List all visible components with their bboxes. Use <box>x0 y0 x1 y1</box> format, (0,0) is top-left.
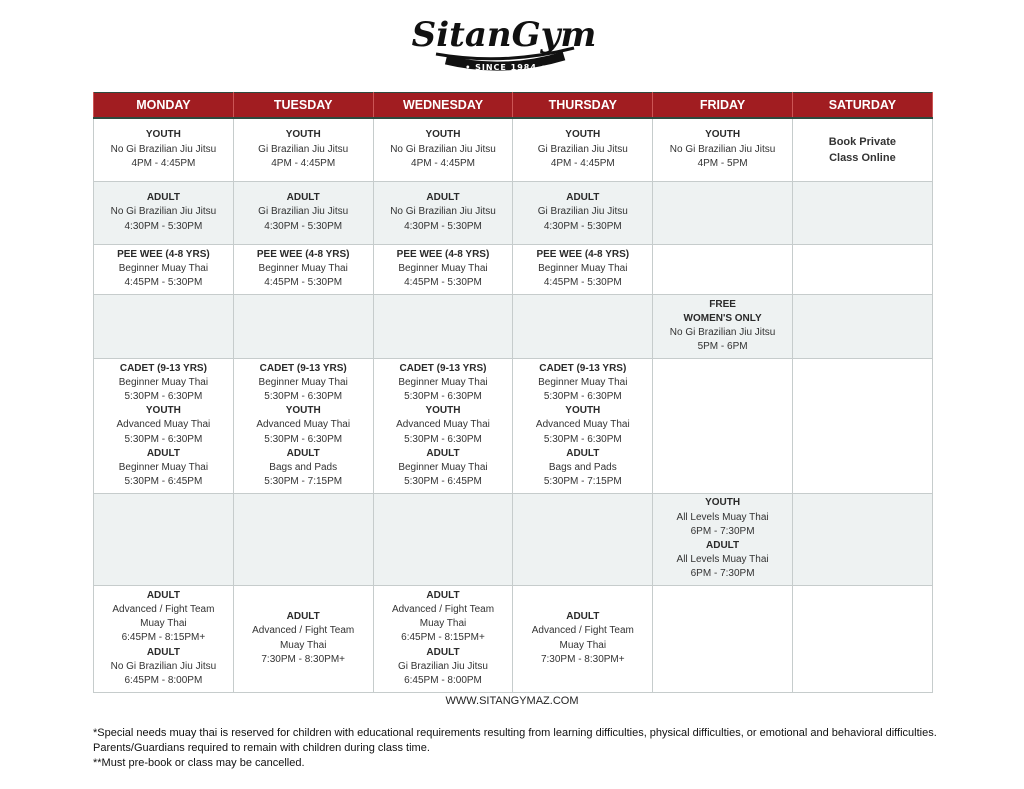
day-header: WEDNESDAY <box>373 93 513 119</box>
schedule-row <box>94 585 933 692</box>
class-detail: 7:30PM - 8:30PM+ <box>540 653 625 665</box>
class-detail: Gi Brazilian Jiu Jitsu <box>397 660 488 672</box>
class-detail: Gi Brazilian Jiu Jitsu <box>258 206 349 218</box>
schedule-cell <box>233 181 373 244</box>
class-detail: No Gi Brazilian Jiu Jitsu <box>390 143 496 155</box>
schedule-cell <box>94 585 234 692</box>
schedule-cell <box>233 358 373 493</box>
website-url[interactable]: WWW.SITANGYMAZ.COM <box>445 695 579 707</box>
schedule-cell <box>792 118 932 181</box>
class-detail: Advanced / Fight Team <box>391 603 495 615</box>
class-detail: Advanced Muay Thai <box>256 419 351 431</box>
class-detail: No Gi Brazilian Jiu Jitsu <box>669 143 776 155</box>
class-group-label: ADULT <box>706 540 740 551</box>
class-detail: All Levels Muay Thai <box>676 511 769 523</box>
svg-text:SitanGym: SitanGym <box>411 15 597 55</box>
class-detail: Bags and Pads <box>548 462 617 473</box>
class-detail: 5:30PM - 6:30PM <box>404 433 482 445</box>
class-detail: No Gi Brazilian Jiu Jitsu <box>669 327 776 338</box>
schedule-cell <box>373 585 513 692</box>
class-group-label: YOUTH <box>425 129 461 141</box>
schedule-cell <box>373 358 513 493</box>
class-detail: Advanced Muay Thai <box>396 419 490 431</box>
class-detail: 5:30PM - 7:15PM <box>264 476 343 488</box>
schedule-row <box>94 358 933 493</box>
schedule-cell <box>792 585 932 692</box>
class-detail: 5:30PM - 6:30PM <box>543 433 622 445</box>
class-group-label: ADULT <box>566 192 600 204</box>
schedule-row <box>94 294 933 358</box>
class-detail: Muay Thai <box>279 639 327 651</box>
class-detail: 7:30PM - 8:30PM+ <box>261 653 346 665</box>
schedule-cell <box>653 244 793 294</box>
class-detail: Gi Brazilian Jiu Jitsu <box>537 206 628 218</box>
schedule-cell <box>653 181 793 244</box>
class-detail: Muay Thai <box>140 618 187 630</box>
class-group-label: ADULT <box>426 447 460 459</box>
day-header: FRIDAY <box>653 93 793 119</box>
day-header: THURSDAY <box>513 93 653 119</box>
class-detail: 5:30PM - 6:30PM <box>543 390 622 402</box>
schedule-cell <box>513 244 653 294</box>
class-detail: Beginner Muay Thai <box>538 262 628 274</box>
class-group-label: FREE <box>709 298 736 310</box>
class-detail: Advanced / Fight Team <box>531 625 634 637</box>
class-group-label: ADULT <box>286 447 320 459</box>
class-group-label: YOUTH <box>285 129 321 141</box>
class-group-label: WOMEN'S ONLY <box>683 312 762 324</box>
schedule-cell <box>233 118 373 181</box>
class-detail: 4:45PM - 5:30PM <box>124 277 203 289</box>
schedule-cell <box>94 118 234 181</box>
class-detail: 6PM - 7:30PM <box>690 568 755 580</box>
schedule-cell <box>792 181 932 244</box>
class-group-label: ADULT <box>146 646 180 658</box>
class-group-label: PEE WEE (4-8 YRS) <box>396 248 490 260</box>
class-detail: 4PM - 4:45PM <box>550 157 615 169</box>
schedule-cell <box>233 294 373 358</box>
schedule-row <box>94 181 933 244</box>
schedule-cell <box>233 585 373 692</box>
schedule-cell <box>94 244 234 294</box>
class-detail: 5:30PM - 6:45PM <box>124 476 203 488</box>
schedule-cell <box>373 181 513 244</box>
class-group-label: ADULT <box>146 589 180 601</box>
class-detail: 5:30PM - 6:30PM <box>404 390 482 402</box>
class-detail: 5:30PM - 7:15PM <box>543 476 622 488</box>
svg-text:• SINCE 1984 •: • SINCE 1984 • <box>465 63 547 72</box>
class-group-label: PEE WEE (4-8 YRS) <box>117 248 210 260</box>
schedule-cell <box>792 493 932 585</box>
class-detail: Muay Thai <box>419 618 467 630</box>
class-detail: Beginner Muay Thai <box>118 262 209 274</box>
class-detail: 4PM - 4:45PM <box>131 157 196 169</box>
schedule-cell <box>513 181 653 244</box>
schedule-cell <box>653 585 793 692</box>
schedule-cell <box>233 244 373 294</box>
day-header: MONDAY <box>94 93 234 119</box>
schedule-cell <box>373 244 513 294</box>
class-schedule-table <box>93 92 933 693</box>
schedule-cell <box>513 585 653 692</box>
schedule-cell <box>792 358 932 493</box>
class-group-label: PEE WEE (4-8 YRS) <box>256 248 350 260</box>
class-detail: No Gi Brazilian Jiu Jitsu <box>110 143 217 155</box>
book-private-label: Book Private <box>828 135 896 148</box>
class-detail: 4:30PM - 5:30PM <box>543 220 622 232</box>
class-detail: Advanced / Fight Team <box>112 603 215 615</box>
class-detail: Beginner Muay Thai <box>538 376 628 388</box>
class-group-label: ADULT <box>566 447 600 459</box>
class-detail: 4:45PM - 5:30PM <box>404 277 482 289</box>
class-detail: Gi Brazilian Jiu Jitsu <box>537 143 628 155</box>
class-detail: 4:30PM - 5:30PM <box>124 220 203 232</box>
schedule-cell <box>373 294 513 358</box>
class-group-label: ADULT <box>426 646 460 658</box>
class-group-label: ADULT <box>426 589 460 601</box>
class-detail: 6:45PM - 8:15PM+ <box>121 632 206 644</box>
class-detail: No Gi Brazilian Jiu Jitsu <box>110 660 217 672</box>
class-detail: 5PM - 6PM <box>697 341 748 353</box>
class-detail: Beginner Muay Thai <box>118 376 209 388</box>
class-detail: Advanced Muay Thai <box>116 419 211 431</box>
class-group-label: YOUTH <box>565 129 601 141</box>
class-detail: 6PM - 7:30PM <box>690 525 755 537</box>
schedule-cell <box>94 358 234 493</box>
class-detail: 5:30PM - 6:30PM <box>124 390 203 402</box>
class-detail: No Gi Brazilian Jiu Jitsu <box>110 206 217 218</box>
class-detail: 4PM - 4:45PM <box>411 157 475 169</box>
class-detail: 5:30PM - 6:30PM <box>264 433 343 445</box>
sitan-gym-logo <box>411 8 597 76</box>
schedule-cell <box>94 294 234 358</box>
class-group-label: YOUTH <box>425 405 461 417</box>
class-detail: 6:45PM - 8:15PM+ <box>401 632 485 644</box>
schedule-cell <box>653 294 793 358</box>
class-group-label: CADET (9-13 YRS) <box>539 362 627 374</box>
class-detail: Gi Brazilian Jiu Jitsu <box>258 143 349 155</box>
schedule-cell <box>653 493 793 585</box>
schedule-cell <box>94 181 234 244</box>
day-header: TUESDAY <box>233 93 373 119</box>
class-detail: All Levels Muay Thai <box>676 554 769 566</box>
class-group-label: ADULT <box>566 611 600 623</box>
schedule-row <box>94 118 933 181</box>
class-detail: Bags and Pads <box>269 462 338 473</box>
class-detail: 6:45PM - 8:00PM <box>124 675 203 686</box>
schedule-cell <box>513 493 653 585</box>
schedule-cell <box>233 493 373 585</box>
schedule-cell <box>513 294 653 358</box>
class-group-label: ADULT <box>146 192 180 204</box>
class-detail: 5:30PM - 6:30PM <box>124 433 203 445</box>
class-group-label: ADULT <box>286 192 320 204</box>
class-detail: Beginner Muay Thai <box>398 376 488 388</box>
class-detail: 5:30PM - 6:45PM <box>404 476 482 488</box>
book-private-label: Class Online <box>829 151 896 164</box>
class-group-label: ADULT <box>146 447 180 459</box>
class-detail: 6:45PM - 8:00PM <box>404 675 482 686</box>
schedule-cell <box>373 493 513 585</box>
class-detail: Beginner Muay Thai <box>398 262 488 274</box>
schedule-cell <box>513 118 653 181</box>
class-detail: 4:30PM - 5:30PM <box>404 220 482 232</box>
footnotes <box>93 726 943 771</box>
class-group-label: YOUTH <box>705 129 741 141</box>
class-detail: Advanced Muay Thai <box>535 419 630 431</box>
class-group-label: YOUTH <box>705 497 741 509</box>
class-detail: Beginner Muay Thai <box>258 376 348 388</box>
schedule-cell <box>653 358 793 493</box>
class-group-label: YOUTH <box>145 405 181 417</box>
class-group-label: YOUTH <box>145 129 181 141</box>
schedule-cell <box>792 244 932 294</box>
schedule-cell <box>373 118 513 181</box>
day-header-row <box>94 93 933 119</box>
class-detail: 4PM - 5PM <box>697 157 748 169</box>
class-detail: 4:45PM - 5:30PM <box>543 277 622 289</box>
class-group-label: ADULT <box>426 192 460 204</box>
class-detail: Beginner Muay Thai <box>398 462 488 473</box>
schedule-row <box>94 244 933 294</box>
schedule-cell <box>513 358 653 493</box>
schedule-cell <box>94 493 234 585</box>
day-header: SATURDAY <box>792 93 932 119</box>
footnote-pre-book: **Must pre-book or class may be cancelled. <box>93 757 305 769</box>
class-group-label: YOUTH <box>285 405 321 417</box>
class-group-label: ADULT <box>286 611 320 623</box>
class-group-label: CADET (9-13 YRS) <box>399 362 487 374</box>
class-detail: No Gi Brazilian Jiu Jitsu <box>390 206 496 218</box>
class-detail: Advanced / Fight Team <box>252 625 355 637</box>
class-detail: 5:30PM - 6:30PM <box>264 390 343 402</box>
class-group-label: PEE WEE (4-8 YRS) <box>536 248 630 260</box>
class-detail: 4PM - 4:45PM <box>271 157 336 169</box>
class-detail: Muay Thai <box>559 639 607 651</box>
class-group-label: YOUTH <box>565 405 601 417</box>
footnote-special-needs: *Special needs muay thai is reserved for children with educational requirements resulting from learning difficulties, physical difficulties, or emotional and behavioral difficulties. Parents/Guardians required to remain with children during class time. <box>93 727 937 754</box>
class-detail: Beginner Muay Thai <box>118 462 209 473</box>
schedule-row <box>94 493 933 585</box>
class-group-label: CADET (9-13 YRS) <box>259 362 347 374</box>
schedule-cell <box>792 294 932 358</box>
class-detail: 4:45PM - 5:30PM <box>264 277 343 289</box>
schedule-cell <box>653 118 793 181</box>
class-group-label: CADET (9-13 YRS) <box>119 362 207 374</box>
class-detail: 4:30PM - 5:30PM <box>264 220 343 232</box>
class-detail: Beginner Muay Thai <box>258 262 348 274</box>
